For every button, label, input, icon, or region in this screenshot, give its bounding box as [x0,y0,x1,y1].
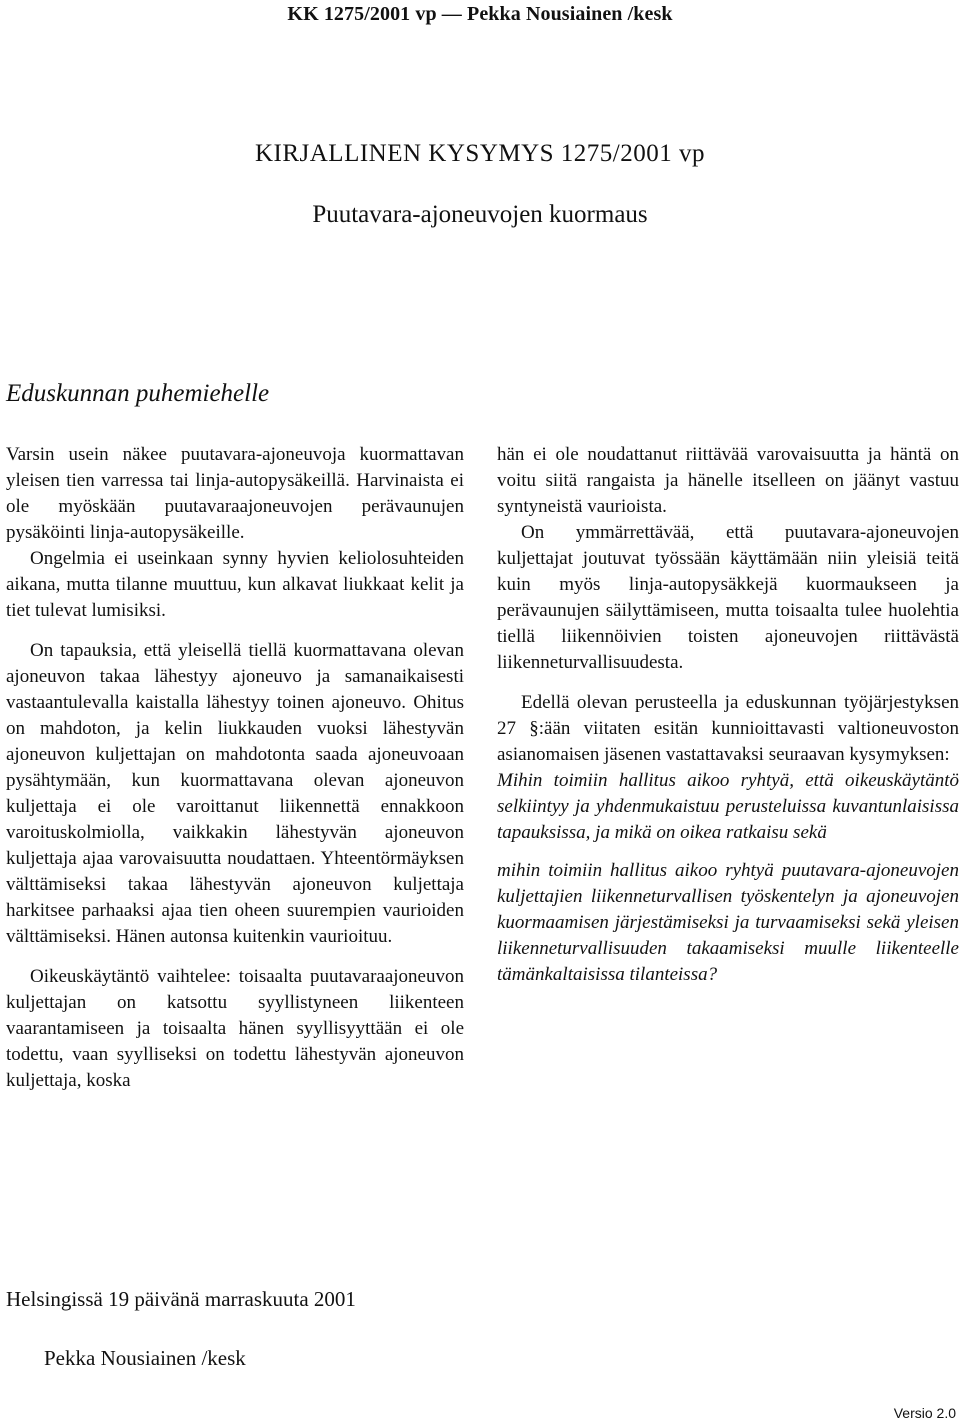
question-1: Mihin toimiin hallitus aikoo ryhtyä, että oikeuskäytäntö selkiintyy ja yhdenmukaistuu perusteluissa kuvantunlaisissa tapauksissa, ja mikä on oikea ratkaisu sekä [497,770,959,843]
version-label: Versio 2.0 [893,1405,956,1421]
running-header: KK 1275/2001 vp — Pekka Nousiainen /kesk [287,3,673,25]
left-column [6,442,464,1094]
salutation: Eduskunnan puhemiehelle [6,380,270,407]
paragraph-intro: Varsin usein näkee puutavara-ajoneuvoja kuormattavan yleisen tien varressa tai linja-autopysäkeillä. Harvinaista ei ole myöskään puutavaraajoneuvojen perävaunujen pysäköinti linja-autopysäkeille. [6,444,464,543]
signoff-name: Pekka Nousiainen /kesk [44,1346,246,1370]
document-title: KIRJALLINEN KYSYMYS 1275/2001 vp [254,140,706,167]
paragraph-conditions: Ongelmia ei useinkaan synny hyvien keliolosuhteiden aikana, mutta tilanne muuttuu, kun alkavat liukkaat kelit ja tiet tulevat lumisiksi. [6,548,464,621]
question-2: mihin toimiin hallitus aikoo ryhtyä puutavara-ajoneuvojen kuljettajien liikenneturvallisen työskentelyn ja ajoneuvojen kuormaamisen järjestämiseksi ja turvaamiseksi sekä yleisen liikenneturvallisuuden takaamiseksi muulle liikenteelle tämänkaltaisissa tilanteissa? [497,860,959,985]
paragraph-basis: Edellä olevan perusteella ja eduskunnan työjärjestyksen 27 §:ään viitaten esitän kunnioittavasti valtioneuvoston asianomaisen jäsenen vastattavaksi seuraavan kysymyksen: [497,692,959,765]
paragraph-continuation: hän ei ole noudattanut riittävää varovaisuutta ja häntä on voitu siitä rangaista ja hänelle itselleen on jäänyt vastuu syntyneistä vaurioista. [497,444,959,517]
paragraph-understanding: On ymmärrettävää, että puutavara-ajoneuvojen kuljettajat joutuvat työssään käyttämään niin yleisiä teitä kuin myös linja-autopysäkkejä kuormaukseen ja perävaunujen säilyttämiseen, mutta toisaalta tulee huolehtia tiellä liikennöivien toisten ajoneuvojen riittävästä liikenneturvallisuudesta. [497,522,959,673]
document-subtitle: Puutavara-ajoneuvojen kuormaus [312,201,648,228]
right-column [497,442,959,988]
signoff-place-date: Helsingissä 19 päivänä marraskuuta 2001 [6,1287,356,1311]
paragraph-scenario: On tapauksia, että yleisellä tiellä kuormattavana olevan ajoneuvon takaa lähestyy ajoneuvo ja samanaikaisesti vastaantulevalla kaistalla lähestyy toinen ajoneuvo. Ohitus on mahdoton, ja kelin liukkauden vuoksi lähestyvän ajoneuvon kuljettajan on mahdotonta saada ajoneuvoaan pysähtymään, kun kuormattavana olevan ajoneuvon kuljettaja ei ole varoittanut liikennettä ennakkoon varoituskolmiolla, vaikkakin lähestyvän ajoneuvon kuljettaja ajaa varovaisuutta noudattaen. Yhteentörmäyksen välttämiseksi takaa lähestyvän ajoneuvon kuljettaja harkitsee parhaaksi ajaa tien oheen suurempien vaurioiden välttämiseksi. Hänen autonsa kuitenkin vaurioituu. [6,640,464,947]
paragraph-case-law: Oikeuskäytäntö vaihtelee: toisaalta puutavaraajoneuvon kuljettajan on katsottu syyllistyneen liikenteen vaarantamiseen ja toisaalta hänen syyllisyyttään ei ole todettu, vaan syylliseksi on todettu lähestyvän ajoneuvon kuljettaja, koska [6,966,464,1091]
